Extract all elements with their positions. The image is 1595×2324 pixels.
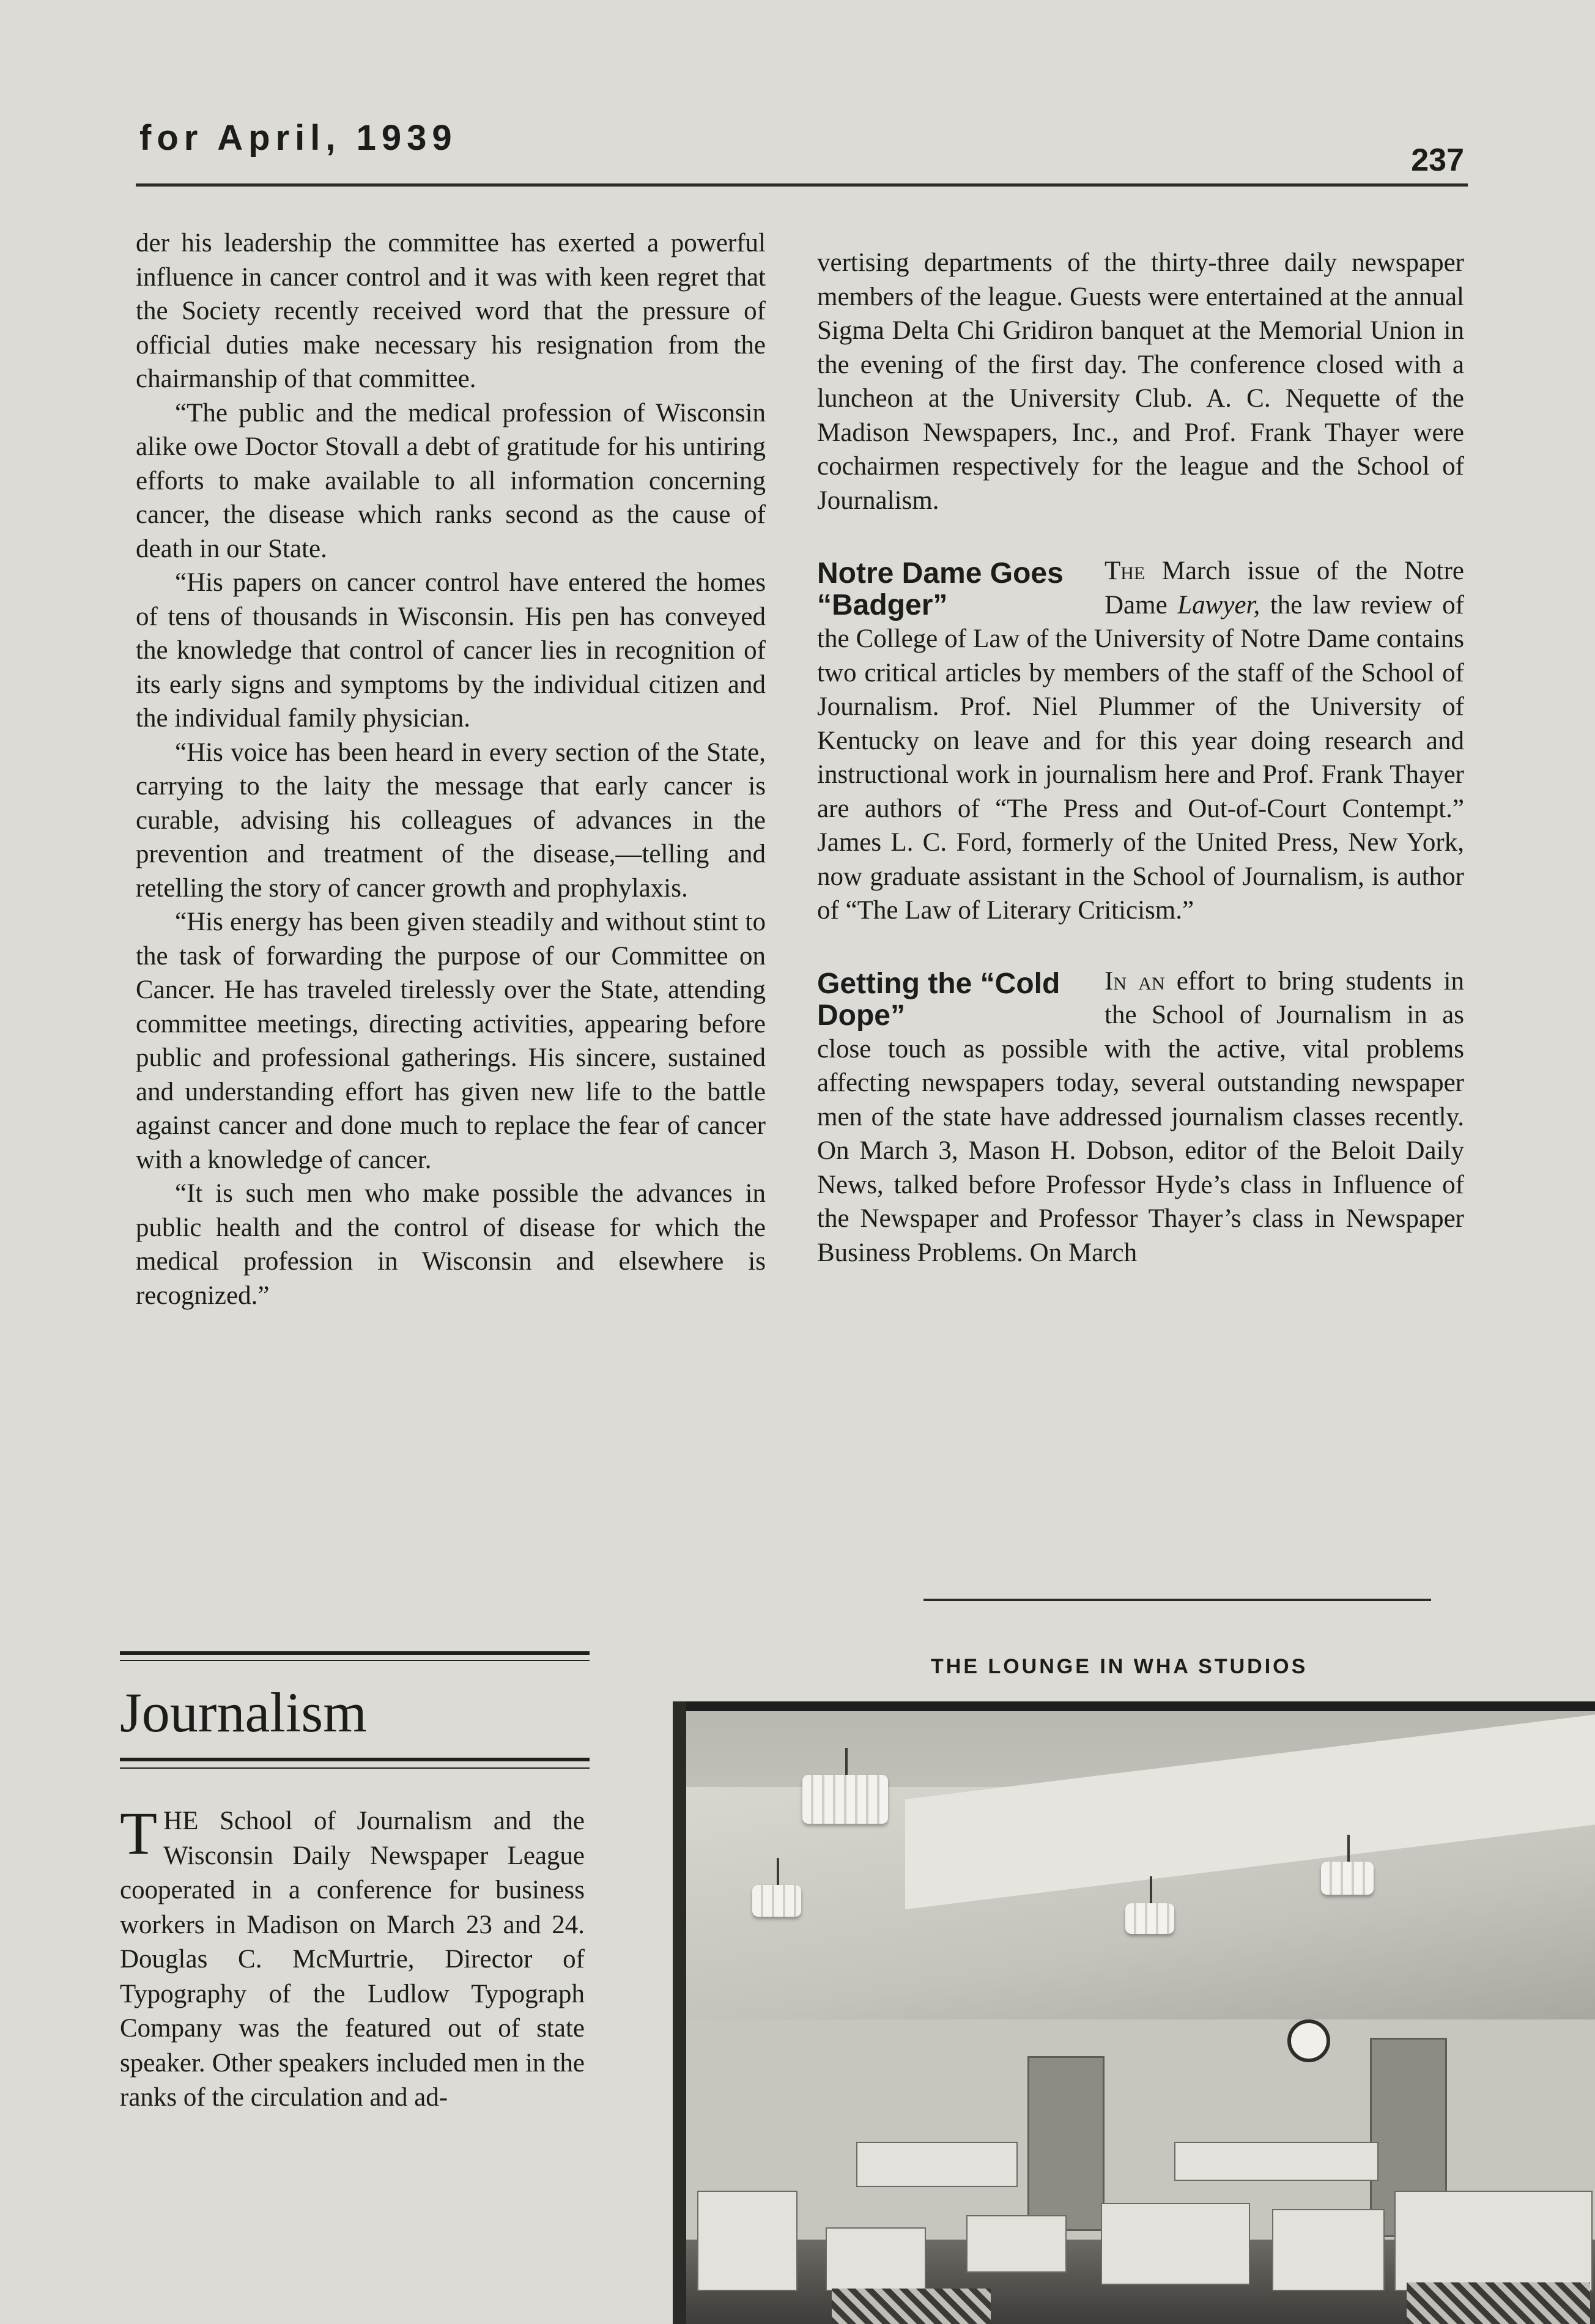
paragraph: “His voice has been heard in every section of the State, carrying to the laity the message that early cancer is curable, advising his colleagues of advances in the prevention and treatment of the disease,—telling and retelling the story of cancer growth and prophylaxis. xyxy=(136,738,766,903)
armchair xyxy=(697,2191,798,2291)
header-rule xyxy=(136,183,1468,187)
title-rule-bottom-thin xyxy=(120,1767,590,1769)
ceiling-lamp xyxy=(802,1775,888,1824)
title-rule-bottom xyxy=(120,1758,590,1761)
paragraph: “The public and the medical profession of Wisconsin alike owe Doctor Stovall a debt of gratitude for his untiring efforts to make available to all information concerning cancer, the disease which ranks second as the cause of death in our State. xyxy=(136,398,766,563)
sofa xyxy=(1174,2142,1379,2181)
section-title: Journalism xyxy=(120,1681,367,1744)
paragraph: “His energy has been given steadily and without stint to the task of forwarding the purpose of our Committee on Cancer. He has traveled tirelessly over the State, attending committee meetings, directing activities, appearing before public and professional gatherings. His sincere, sustained and understanding effort has given new life to the battle against cancer and done much to replace the fear of cancer with a knowledge of cancer. xyxy=(136,908,766,1174)
door xyxy=(1027,2056,1105,2231)
lead-in: In an xyxy=(1105,966,1165,996)
rug xyxy=(832,2289,991,2324)
section-heading: Getting the “Cold Dope” xyxy=(817,967,1060,1032)
title-rule-top-thin xyxy=(120,1660,590,1661)
ceiling-lamp xyxy=(1125,1903,1174,1934)
paragraph: der his leadership the committee has exerted a powerful influence in cancer control and it was with keen regret that the Society recently received word that the pressure of official duties make necessary his resignation from the chairmanship of that committee. xyxy=(136,229,766,393)
drop-cap: T xyxy=(120,1799,158,1867)
section-heading: Notre Dame Goes “Badger” xyxy=(817,557,1064,621)
sofa xyxy=(856,2142,1018,2187)
photo-border xyxy=(673,1701,1595,1711)
title-rule-top xyxy=(120,1651,590,1655)
ceiling-lamp xyxy=(1321,1862,1374,1895)
ottoman xyxy=(826,2227,926,2291)
rug xyxy=(1407,2282,1590,2324)
table xyxy=(1101,2203,1250,2285)
cold-dope-section xyxy=(817,964,1464,1270)
photo-caption: THE LOUNGE IN WHA STUDIOS xyxy=(931,1655,1308,1678)
paragraph: vertising departments of the thirty-three daily newspaper members of the league. Guests were entertained at the annual Sigma Delta Chi Gridiron banquet at the Memorial Union in the evening of the first day. The conference closed with a luncheon at the University Club. A. C. Nequette of the Madison Newspapers, Inc., and Prof. Frank Thayer were cochairmen respectively for the league and the School of Journalism. xyxy=(817,248,1464,515)
italic-title: Lawyer, xyxy=(1177,590,1260,620)
paragraph: “His papers on cancer control have entered the homes of tens of thousands in Wisconsin. His pen has conveyed the knowledge that control of cancer lies in recognition of its early signs and symptoms by the individual citizen and the individual family physician. xyxy=(136,568,766,733)
sofa xyxy=(1394,2191,1593,2291)
photo-border xyxy=(673,1701,686,2324)
journalism-article xyxy=(120,1799,585,2115)
section-rule xyxy=(923,1599,1431,1601)
article-body: HE School of Journalism and the Wisconsin Daily Newspaper League cooperated in a conference for business workers in Madison on March 23 and 24. Douglas C. McMurtrie, Director of Typography of the Ludlow Typograph Company was the featured out of state speaker. Other speakers included men in the ranks of the circulation and ad- xyxy=(120,1807,585,2112)
issue-date-header: for April, 1939 xyxy=(139,118,457,158)
body-text: March issue of the Notre Dame xyxy=(1105,557,1464,620)
wall-clock xyxy=(1287,2019,1330,2062)
lounge-photo xyxy=(673,1701,1595,2324)
lead-in: The xyxy=(1105,557,1145,585)
ceiling-lamp xyxy=(752,1885,801,1917)
body-text: the law review of the College of Law of the University of Notre Dame contains two critical articles by members of the staff of the School of Journalism. Prof. Niel Plummer of the University of Kentucky on leave and for this year doing research and instructional work in journalism here and Prof. Frank Thayer are authors of “The Press and Out-of-Court Contempt.” James L. C. Ford, formerly of the United Press, New York, now graduate assistant in the School of Journalism, is author of “The Law of Literary Criticism.” xyxy=(817,590,1465,925)
notre-dame-section xyxy=(817,554,1464,928)
body-text: effort to bring students in the School of Journalism in as close touch as possible with the active, vital problems affecting newspapers today, several outstanding newspaper men of the state have addressed journalism classes recently. On March 3, Mason H. Dobson, editor of the Beloit Daily News, talked before Professor Hyde’s class in Influence of the Newspaper and Professor Thayer’s class in Newspaper Business Problems. On March xyxy=(817,966,1464,1267)
armchair xyxy=(1272,2209,1385,2291)
page-number: 237 xyxy=(1411,142,1464,178)
right-column xyxy=(817,246,1464,1270)
left-column xyxy=(136,226,766,1312)
ottoman xyxy=(966,2215,1067,2273)
paragraph: “It is such men who make possible the advances in public health and the control of disease for which the medical profession in Wisconsin and elsewhere is recognized.” xyxy=(136,1179,766,1310)
